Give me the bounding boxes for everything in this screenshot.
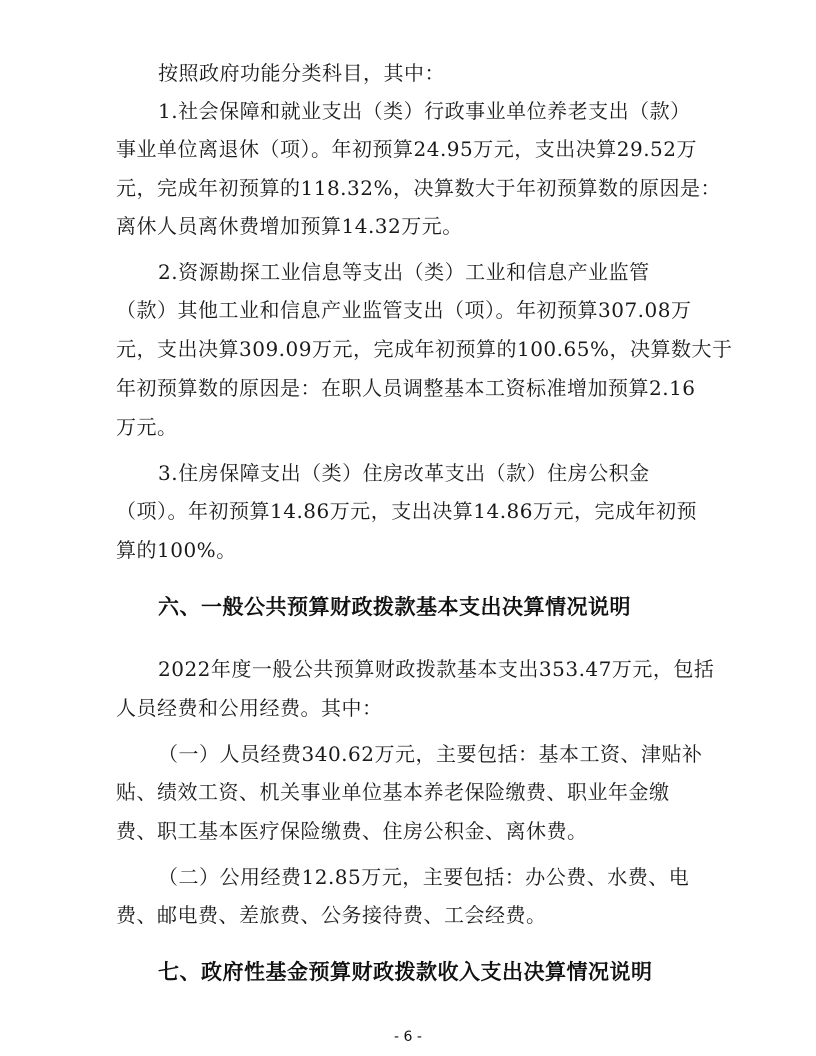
item2-line-1: 2.资源勘探工业信息等支出（类）工业和信息产业监管 xyxy=(158,260,650,284)
item1-line-1: 1.社会保障和就业支出（类）行政事业单位养老支出（款） xyxy=(158,99,691,123)
item3-line-2: （项）。年初预算14.86万元，支出决算14.86万元，完成年初预 xyxy=(116,499,698,523)
personnel-cost-line-1: （一）人员经费340.62万元，主要包括：基本工资、津贴补 xyxy=(158,742,703,766)
page-number: - 6 - xyxy=(394,1029,422,1045)
item3-line-3: 算的100%。 xyxy=(116,538,237,562)
public-cost-line-2: 费、邮电费、差旅费、公务接待费、工会经费。 xyxy=(116,903,547,927)
personnel-cost-line-2: 贴、绩效工资、机关事业单位基本养老保险缴费、职业年金缴 xyxy=(116,780,670,804)
intro-paragraph: 按照政府功能分类科目，其中： xyxy=(158,61,445,85)
item3-line-1: 3.住房保障支出（类）住房改革支出（款）住房公积金 xyxy=(158,461,650,485)
item2-line-3: 元，支出决算309.09万元，完成年初预算的100.65%，决算数大于 xyxy=(116,337,733,361)
section-seven-heading: 七、政府性基金预算财政拨款收入支出决算情况说明 xyxy=(158,960,653,984)
section-six-para-line-2: 人员经费和公用经费。其中： xyxy=(116,696,383,720)
public-cost-line-1: （二）公用经费12.85万元，主要包括：办公费、水费、电 xyxy=(158,865,690,889)
item1-line-2: 事业单位离退休（项）。年初预算24.95万元，支出决算29.52万 xyxy=(116,137,698,161)
item1-line-4: 离休人员离休费增加预算14.32万元。 xyxy=(116,214,463,238)
section-six-heading: 六、一般公共预算财政拨款基本支出决算情况说明 xyxy=(158,595,631,619)
personnel-cost-line-3: 费、职工基本医疗保险缴费、住房公积金、离休费。 xyxy=(116,819,588,843)
item1-line-3: 元，完成年初预算的118.32%，决算数大于年初预算数的原因是： xyxy=(116,176,721,200)
item2-line-2: （款）其他工业和信息产业监管支出（项）。年初预算307.08万 xyxy=(116,298,692,322)
item2-line-5: 万元。 xyxy=(116,415,178,439)
item2-line-4: 年初预算数的原因是：在职人员调整基本工资标准增加预算2.16 xyxy=(116,376,696,400)
section-six-para-line-1: 2022年度一般公共预算财政拨款基本支出353.47万元，包括 xyxy=(158,657,715,681)
